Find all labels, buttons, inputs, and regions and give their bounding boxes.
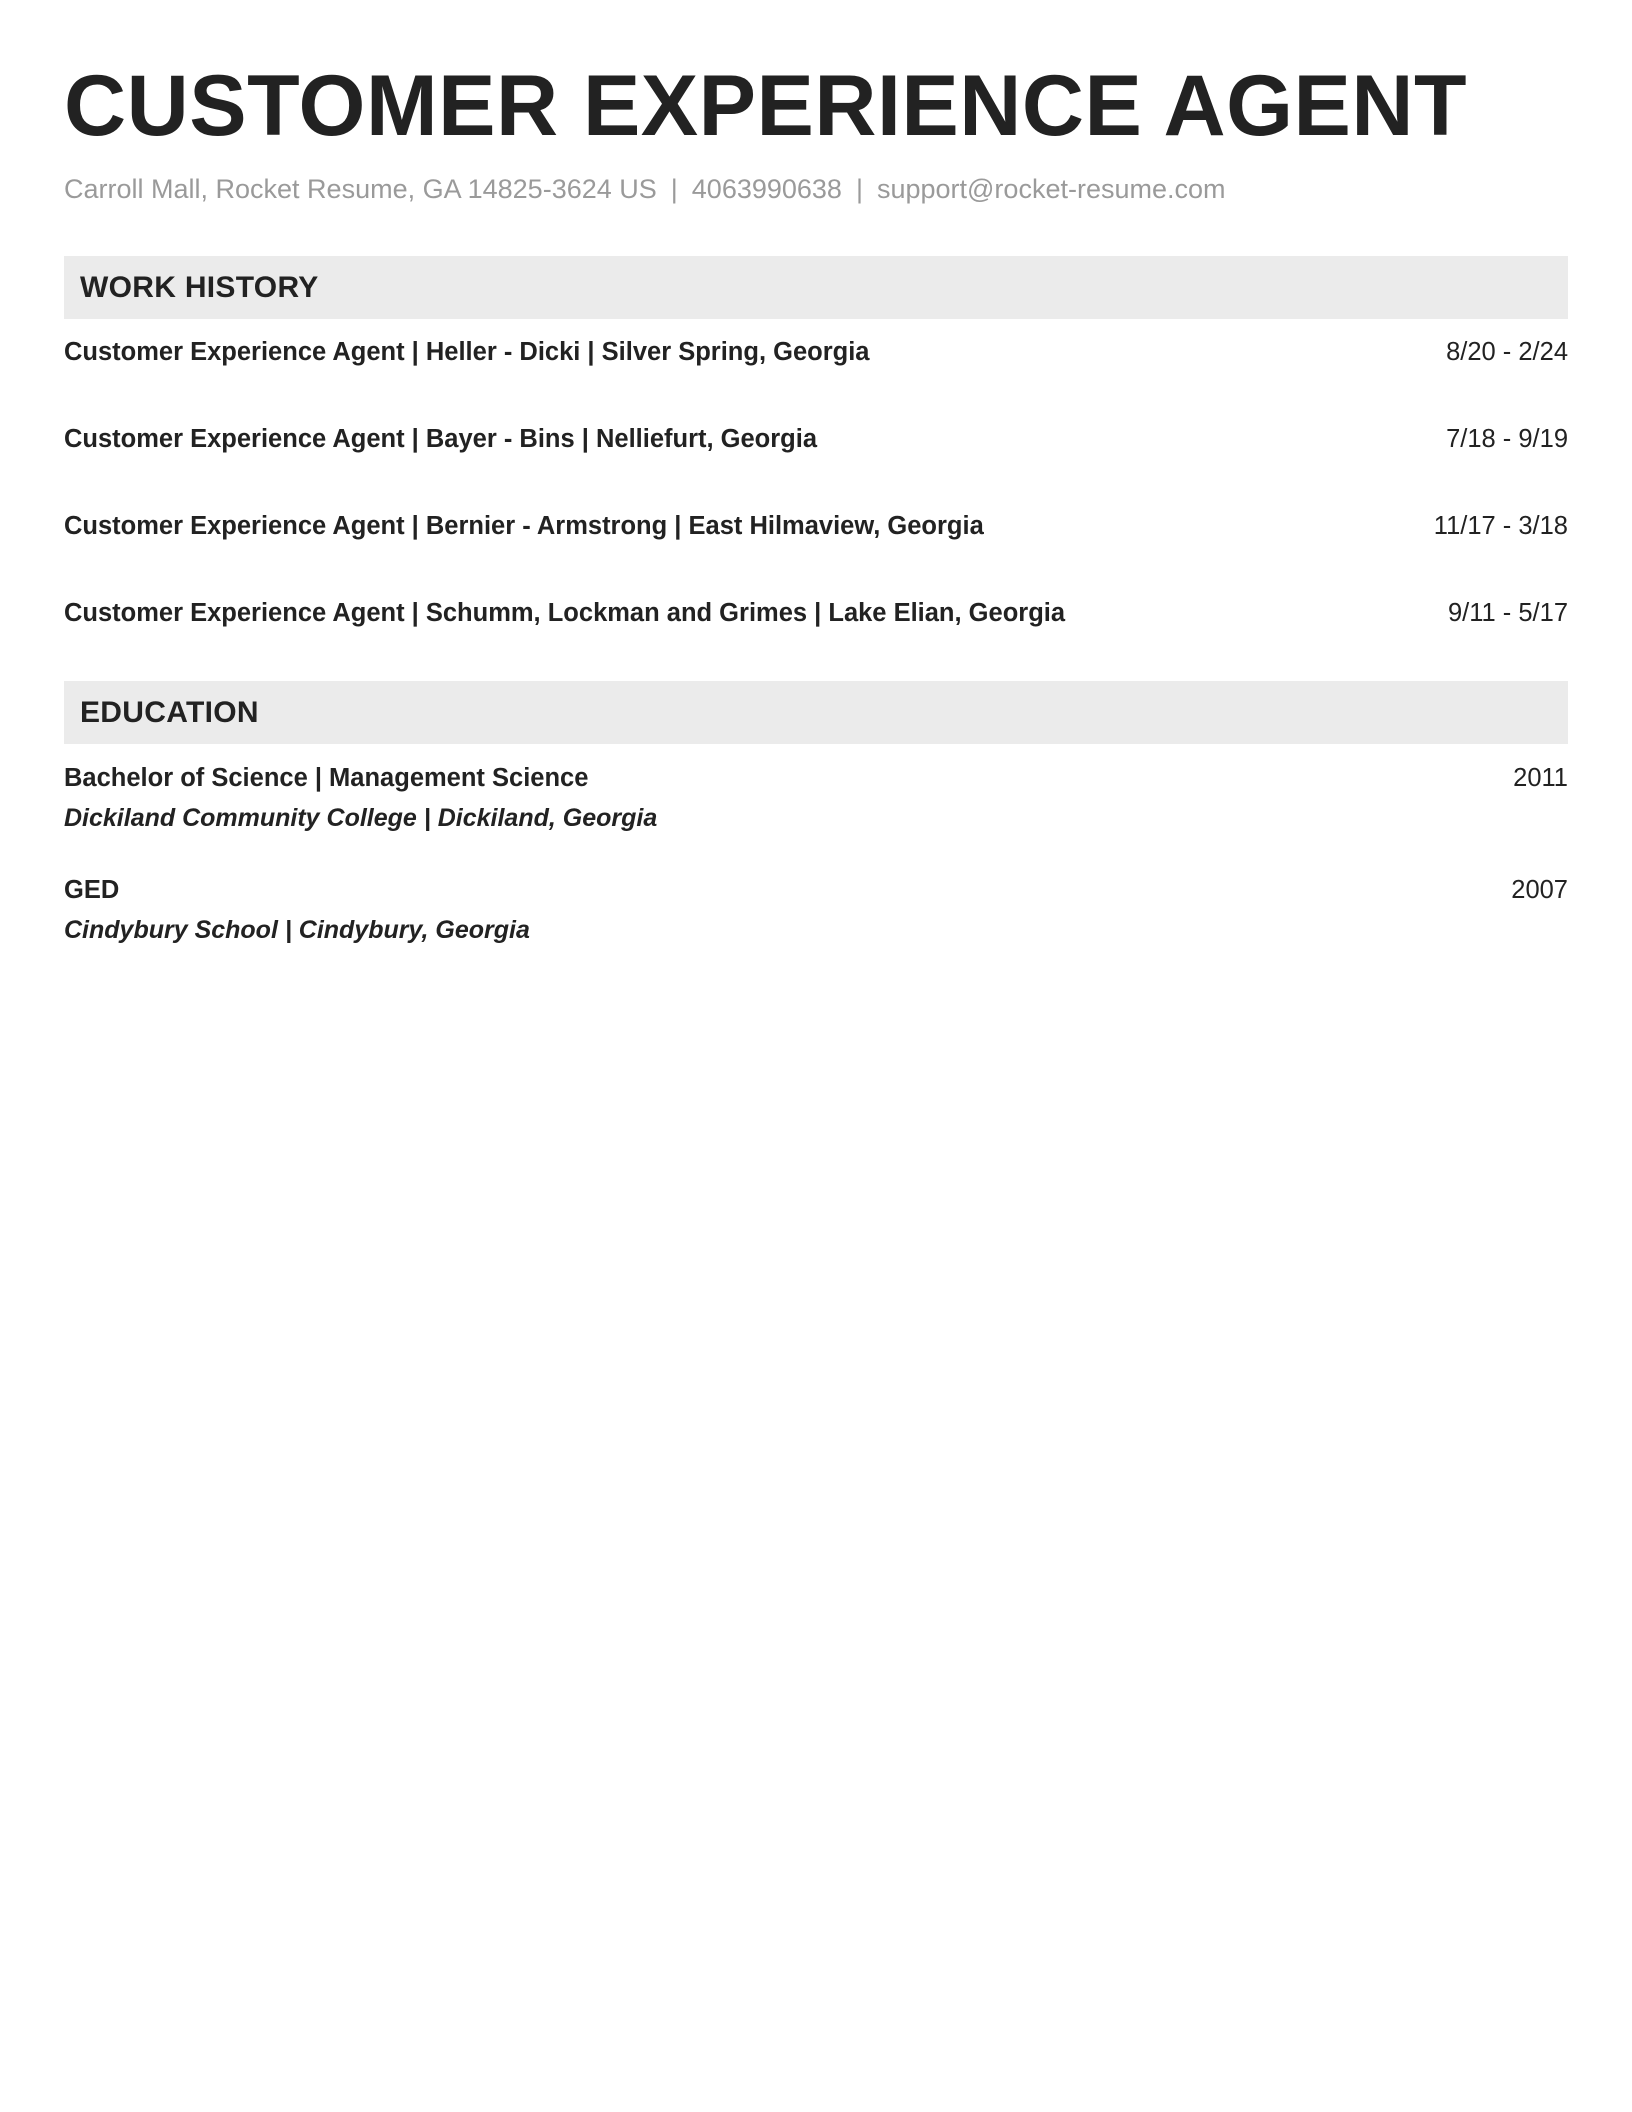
job-role: Customer Experience Agent | Heller - Dicki | Silver Spring, Georgia: [64, 338, 870, 366]
job-entry: [64, 336, 1568, 368]
education-entry-top: [64, 874, 1568, 906]
job-role: Customer Experience Agent | Bayer - Bins | Nelliefurt, Georgia: [64, 425, 818, 453]
resume-title: CUSTOMER EXPERIENCE AGENT: [64, 58, 1468, 154]
education-heading: EDUCATION: [64, 681, 1568, 744]
education-year: 2007: [1511, 876, 1568, 904]
education-degree: Bachelor of Science | Management Science: [64, 764, 589, 792]
job-dates: 11/17 - 3/18: [1433, 512, 1568, 540]
job-entry: [64, 510, 1568, 542]
education-entry: [64, 762, 1568, 834]
job-dates: 9/11 - 5/17: [1447, 599, 1568, 627]
contact-email: support@rocket-resume.com: [876, 174, 1226, 204]
job-entry: [64, 423, 1568, 455]
job-entry: [64, 597, 1568, 629]
contact-address: Carroll Mall, Rocket Resume, GA 14825-3624 US: [64, 174, 657, 204]
job-role: Customer Experience Agent | Schumm, Lockman and Grimes | Lake Elian, Georgia: [64, 599, 1066, 627]
education-school: Cindybury School | Cindybury, Georgia: [64, 916, 530, 944]
education-school: Dickiland Community College | Dickiland, Georgia: [64, 804, 658, 832]
education-entry-top: [64, 762, 1568, 794]
job-role: Customer Experience Agent | Bernier - Armstrong | East Hilmaview, Georgia: [64, 512, 984, 540]
education-entry: [64, 874, 1568, 946]
contact-line: [64, 172, 1568, 206]
job-dates: 7/18 - 9/19: [1446, 425, 1568, 453]
education-year: 2011: [1513, 764, 1568, 792]
work-history-heading: WORK HISTORY: [64, 256, 1568, 319]
contact-separator: |: [670, 174, 678, 204]
education-degree: GED: [64, 876, 120, 904]
job-dates: 8/20 - 2/24: [1446, 338, 1568, 366]
contact-phone: 4063990638: [691, 174, 842, 204]
contact-separator: |: [855, 174, 863, 204]
